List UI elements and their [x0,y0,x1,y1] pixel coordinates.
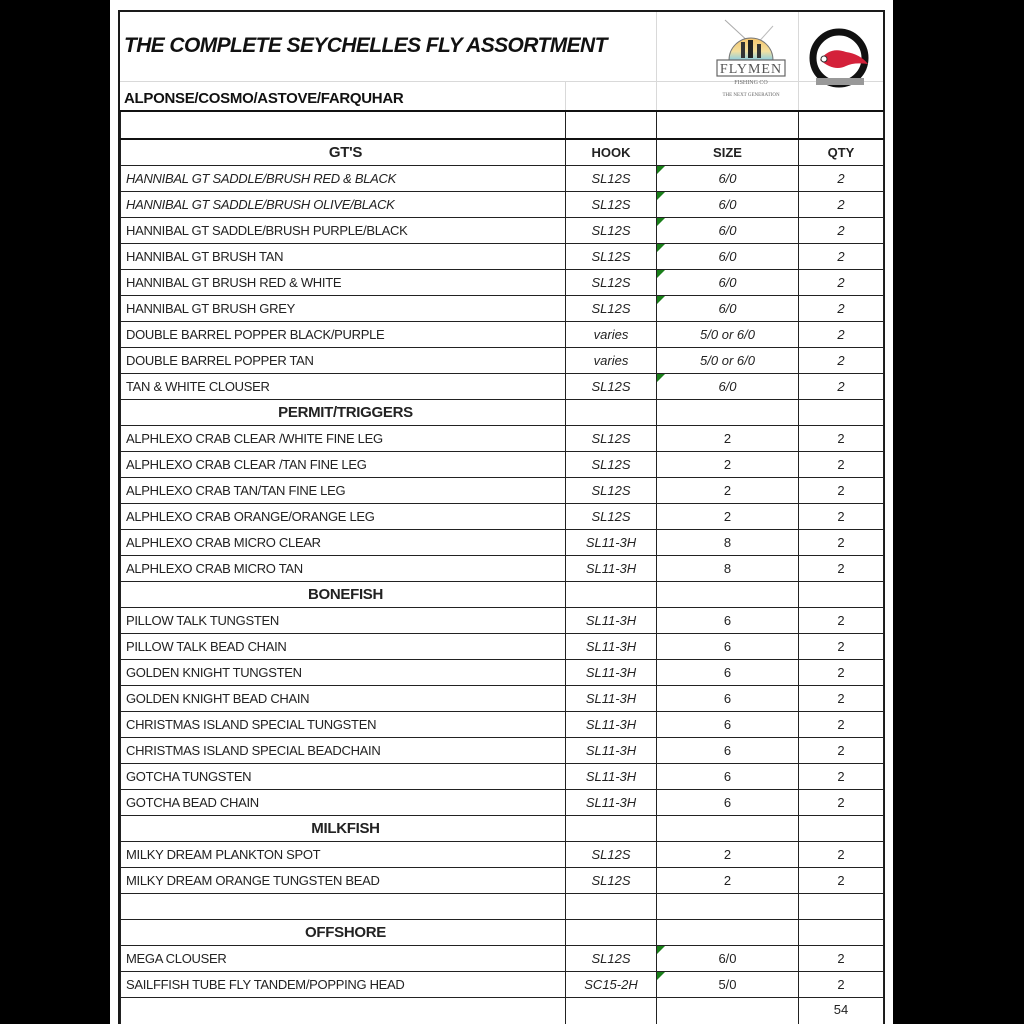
qty-cell: 2 [799,868,884,894]
qty-cell: 2 [799,166,884,192]
page-title: THE COMPLETE SEYCHELLES FLY ASSORTMENT [124,34,607,57]
total-qty: 54 [799,998,884,1024]
comment-flag-icon [657,946,665,954]
qty-cell: 2 [799,296,884,322]
fly-name: CHRISTMAS ISLAND SPECIAL TUNGSTEN [121,712,566,738]
section-title: MILKFISH [121,816,566,842]
size-cell: 5/0 or 6/0 [657,348,799,374]
table-row [121,790,884,816]
qty-cell: 2 [799,322,884,348]
total-row [121,998,884,1024]
fly-name: HANNIBAL GT BRUSH GREY [121,296,566,322]
table-row [121,764,884,790]
size-cell: 6 [657,686,799,712]
table-row [121,556,884,582]
hook-cell: SL11-3H [566,556,657,582]
hook-cell: SL12S [566,296,657,322]
hook-cell: SC15-2H [566,972,657,998]
qty-cell: 2 [799,764,884,790]
qty-cell: 2 [799,270,884,296]
fly-name: HANNIBAL GT BRUSH TAN [121,244,566,270]
qty-cell: 2 [799,686,884,712]
fly-name: MEGA CLOUSER [121,946,566,972]
svg-text:FISHING CO: FISHING CO [734,80,768,86]
comment-flag-icon [657,972,665,980]
fly-name: GOTCHA BEAD CHAIN [121,790,566,816]
size-cell: 6/0 [657,218,799,244]
qty-cell: 2 [799,946,884,972]
qty-cell: 2 [799,634,884,660]
qty-cell: 2 [799,712,884,738]
qty-cell: 2 [799,374,884,400]
size-cell: 6 [657,764,799,790]
section-title: BONEFISH [121,582,566,608]
size-cell: 2 [657,478,799,504]
size-cell: 2 [657,504,799,530]
fly-name: PILLOW TALK BEAD CHAIN [121,634,566,660]
qty-cell: 2 [799,530,884,556]
table-row [121,218,884,244]
section-header-row [121,920,884,946]
size-cell: 6/0 [657,244,799,270]
fly-name: PILLOW TALK TUNGSTEN [121,608,566,634]
table-row [121,270,884,296]
table-row [121,504,884,530]
fly-name: MILKY DREAM ORANGE TUNGSTEN BEAD [121,868,566,894]
header-block [120,12,883,110]
hook-cell: SL12S [566,244,657,270]
fly-badge-logo [806,24,876,96]
qty-cell: 2 [799,660,884,686]
size-cell: 6/0 [657,166,799,192]
table-row [121,972,884,998]
hook-cell: SL12S [566,270,657,296]
svg-text:FLYMEN: FLYMEN [719,62,783,77]
fly-name: TAN & WHITE CLOUSER [121,374,566,400]
table-row [121,426,884,452]
size-cell: 5/0 or 6/0 [657,322,799,348]
fly-name: HANNIBAL GT SADDLE/BRUSH PURPLE/BLACK [121,218,566,244]
section-header-row [121,582,884,608]
hook-cell: SL12S [566,374,657,400]
size-cell: 6/0 [657,296,799,322]
qty-cell: 2 [799,452,884,478]
fly-name: SAILFFISH TUBE FLY TANDEM/POPPING HEAD [121,972,566,998]
column-header-row [121,139,884,166]
fly-name: CHRISTMAS ISLAND SPECIAL BEADCHAIN [121,738,566,764]
size-cell: 2 [657,426,799,452]
hook-cell: SL11-3H [566,686,657,712]
table-row [121,452,884,478]
table-row [121,166,884,192]
fly-name: HANNIBAL GT SADDLE/BRUSH RED & BLACK [121,166,566,192]
fly-assortment-table [120,110,884,1024]
hook-cell: SL12S [566,192,657,218]
table-row [121,946,884,972]
hook-cell: SL11-3H [566,608,657,634]
qty-cell: 2 [799,556,884,582]
comment-flag-icon [657,270,665,278]
qty-cell: 2 [799,790,884,816]
hook-cell: SL11-3H [566,738,657,764]
qty-cell: 2 [799,244,884,270]
flymen-fishing-co-logo [695,16,805,104]
page-subtitle: ALPONSE/COSMO/ASTOVE/FARQUHAR [124,90,404,107]
header-divider [120,81,565,82]
header-col-divider [656,12,657,110]
fly-name: HANNIBAL GT SADDLE/BRUSH OLIVE/BLACK [121,192,566,218]
table-row [121,868,884,894]
hook-cell: SL12S [566,842,657,868]
column-header-qty: QTY [799,139,884,166]
fly-name: ALPHLEXO CRAB CLEAR /WHITE FINE LEG [121,426,566,452]
hook-cell: varies [566,322,657,348]
size-cell: 6 [657,712,799,738]
qty-cell: 2 [799,608,884,634]
svg-text:THE NEXT GENERATION: THE NEXT GENERATION [722,93,780,98]
section-header-row [121,816,884,842]
table-row [121,712,884,738]
hook-cell: SL11-3H [566,530,657,556]
table-row [121,634,884,660]
qty-cell: 2 [799,348,884,374]
size-cell: 6/0 [657,946,799,972]
comment-flag-icon [657,296,665,304]
table-row [121,686,884,712]
size-cell: 2 [657,452,799,478]
hook-cell: SL12S [566,946,657,972]
table-row [121,738,884,764]
table-row [121,660,884,686]
table-row [121,608,884,634]
section-header-row [121,400,884,426]
table-row [121,348,884,374]
qty-cell: 2 [799,738,884,764]
hook-cell: SL12S [566,504,657,530]
fly-name: ALPHLEXO CRAB MICRO CLEAR [121,530,566,556]
table-row [121,244,884,270]
fly-name: DOUBLE BARREL POPPER TAN [121,348,566,374]
hook-cell: SL12S [566,218,657,244]
qty-cell: 2 [799,426,884,452]
column-header-hook: HOOK [566,139,657,166]
comment-flag-icon [657,218,665,226]
qty-cell: 2 [799,218,884,244]
fly-name: HANNIBAL GT BRUSH RED & WHITE [121,270,566,296]
hook-cell: SL12S [566,478,657,504]
table-row [121,374,884,400]
hook-cell: SL11-3H [566,764,657,790]
hook-cell: SL11-3H [566,790,657,816]
fly-name: MILKY DREAM PLANKTON SPOT [121,842,566,868]
section-title: OFFSHORE [121,920,566,946]
hook-cell: SL11-3H [566,712,657,738]
qty-cell: 2 [799,478,884,504]
table-row [121,322,884,348]
fly-name: GOLDEN KNIGHT TUNGSTEN [121,660,566,686]
size-cell: 6 [657,634,799,660]
fly-name: GOTCHA TUNGSTEN [121,764,566,790]
comment-flag-icon [657,374,665,382]
size-cell: 2 [657,868,799,894]
size-cell: 5/0 [657,972,799,998]
hook-cell: SL12S [566,868,657,894]
fly-name: DOUBLE BARREL POPPER BLACK/PURPLE [121,322,566,348]
size-cell: 6 [657,790,799,816]
qty-cell: 2 [799,504,884,530]
hook-cell: varies [566,348,657,374]
size-cell: 6 [657,608,799,634]
qty-cell: 2 [799,842,884,868]
table-row [121,296,884,322]
fly-name: ALPHLEXO CRAB ORANGE/ORANGE LEG [121,504,566,530]
spacer-row [121,111,884,139]
table-row [121,192,884,218]
comment-flag-icon [657,192,665,200]
fly-name: ALPHLEXO CRAB TAN/TAN FINE LEG [121,478,566,504]
size-cell: 6 [657,738,799,764]
empty-row [121,894,884,920]
qty-cell: 2 [799,192,884,218]
table-row [121,478,884,504]
size-cell: 6/0 [657,270,799,296]
size-cell: 2 [657,842,799,868]
comment-flag-icon [657,244,665,252]
fly-name: ALPHLEXO CRAB CLEAR /TAN FINE LEG [121,452,566,478]
fly-name: GOLDEN KNIGHT BEAD CHAIN [121,686,566,712]
hook-cell: SL11-3H [566,634,657,660]
size-cell: 6 [657,660,799,686]
fly-name: ALPHLEXO CRAB MICRO TAN [121,556,566,582]
comment-flag-icon [657,166,665,174]
hook-cell: SL12S [566,166,657,192]
spreadsheet [118,10,885,1024]
size-cell: 8 [657,556,799,582]
column-header-name: GT'S [121,139,566,166]
hook-cell: SL12S [566,426,657,452]
qty-cell: 2 [799,972,884,998]
column-header-size: SIZE [657,139,799,166]
header-col-divider [565,81,566,110]
size-cell: 6/0 [657,192,799,218]
table-row [121,530,884,556]
size-cell: 6/0 [657,374,799,400]
size-cell: 8 [657,530,799,556]
document-page [110,0,893,1024]
hook-cell: SL11-3H [566,660,657,686]
hook-cell: SL12S [566,452,657,478]
section-title: PERMIT/TRIGGERS [121,400,566,426]
table-row [121,842,884,868]
